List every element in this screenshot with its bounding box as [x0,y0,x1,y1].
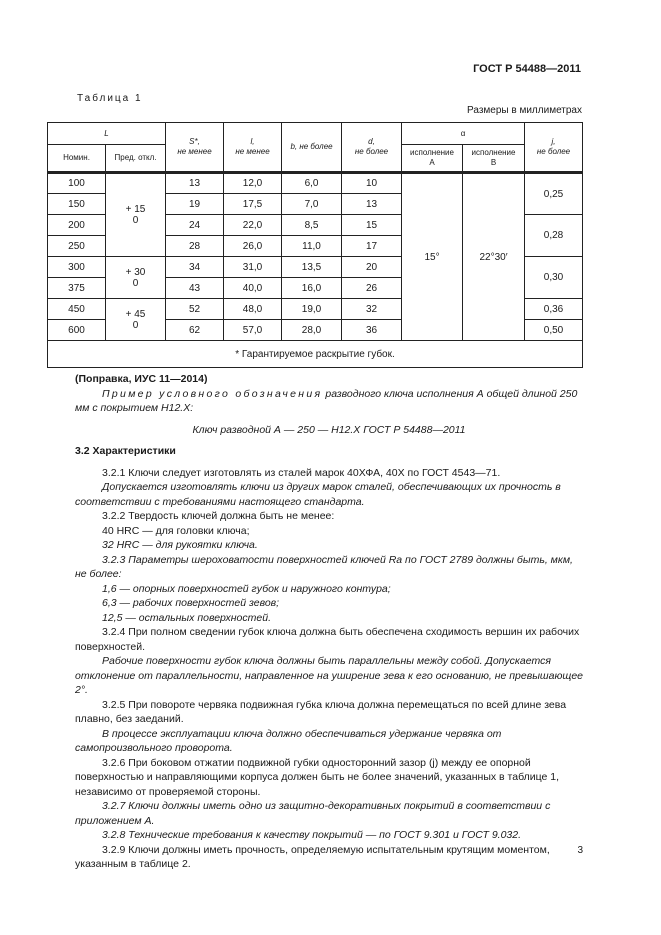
cell-b: 19,0 [282,299,342,320]
paragraph-3-2-1-b: Допускается изготовлять ключи из других марок сталей, обеспечивающих их прочность в соответствии с требованиями настоящего стандарта. [75,481,561,508]
paragraph-3-2-5-b: В процессе эксплуатации ключа должно обеспечиваться удержание червяка от самопроизвольного проворота. [75,727,502,754]
cell-j: 0,25 [525,173,583,215]
cell-L: 150 [48,194,106,215]
header-variant-a: исполнение А [402,145,463,173]
cell-l: 57,0 [224,320,282,341]
cell-l: 48,0 [224,299,282,320]
cell-S: 28 [166,236,224,257]
paragraph-3-2-8: 3.2.8 Технические требования к качеству покрытий — по ГОСТ 9.301 и ГОСТ 9.032. [102,829,522,841]
cell-d: 26 [342,278,402,299]
cell-d: 32 [342,299,402,320]
cell-alpha-a: 15° [402,173,463,341]
cell-d: 10 [342,173,402,194]
cell-S: 34 [166,257,224,278]
cell-l: 12,0 [224,173,282,194]
header-j: j, не более [525,123,583,173]
cell-S: 62 [166,320,224,341]
paragraph-3-2-7: 3.2.7 Ключи должны иметь одно из защитно-декоративных покрытий в соответствии с приложением А. [75,800,551,827]
header-S: S*, не менее [166,123,224,173]
cell-b: 13,5 [282,257,342,278]
cell-L: 450 [48,299,106,320]
cell-S: 13 [166,173,224,194]
amendment-note: (Поправка, ИУС 11—2014) [75,373,208,385]
header-variant-b: исполнение В [463,145,525,173]
cell-L: 250 [48,236,106,257]
dimensions-table [47,122,583,368]
list-item: 1,6 — опорных поверхностей губок и наружного контура; [102,582,391,595]
cell-pred-group: + 15 0 [106,173,166,257]
paragraph-3-2-4-b: Рабочие поверхности губок ключа должны быть параллельны между собой. Допускается отклонение от параллельности, направленное на уширение зева к его основанию, не превышающее 2°. [75,655,583,696]
list-item: 12,5 — остальных поверхностей. [102,611,271,624]
cell-d: 13 [342,194,402,215]
cell-alpha-b: 22°30′ [463,173,525,341]
cell-d: 36 [342,320,402,341]
cell-b: 28,0 [282,320,342,341]
cell-l: 26,0 [224,236,282,257]
cell-S: 24 [166,215,224,236]
paragraph-3-2-6: 3.2.6 При боковом отжатии подвижной губки односторонний зазор (j) между ее опорной поверхностью и направляющими корпуса должен быть не более значений, указанных в таблице 1, независимо от проверяемой стороны. [75,756,560,798]
standard-header: ГОСТ Р 54488—2011 [473,63,581,75]
cell-pred-group: + 45 0 [106,299,166,341]
cell-l: 40,0 [224,278,282,299]
list-item: 40 HRC — для головки ключа; [102,524,250,537]
header-pred: Пред. откл. [106,145,166,173]
cell-d: 20 [342,257,402,278]
cell-l: 31,0 [224,257,282,278]
units-note: Размеры в миллиметрах [467,105,582,116]
cell-b: 11,0 [282,236,342,257]
header-l: l, не менее [224,123,282,173]
paragraph-3-2-9: 3.2.9 Ключи должны иметь прочность, определяемую испытательным крутящим моментом, указанным в таблице 2. [75,843,550,870]
cell-b: 16,0 [282,278,342,299]
designation-formula: Ключ разводной А — 250 — Н12.X ГОСТ Р 54488—2011 [192,423,466,436]
header-nomin: Номин. [48,145,106,173]
cell-S: 43 [166,278,224,299]
header-L: L [48,123,166,145]
header-b: b, не более [282,123,342,173]
cell-d: 15 [342,215,402,236]
cell-j: 0,30 [525,257,583,299]
cell-S: 52 [166,299,224,320]
designation-example: Пример условного обозначения разводного ключа исполнения А общей длиной 250 мм с покрытием Н12.X: [75,387,578,414]
body-text [75,372,583,872]
table-row [48,173,583,194]
page-number: 3 [577,845,583,856]
cell-j: 0,50 [525,320,583,341]
list-item: 32 HRC — для рукоятки ключа. [102,539,258,551]
cell-L: 300 [48,257,106,278]
paragraph-3-2-1: 3.2.1 Ключи следует изготовлять из сталей марок 40ХФА, 40Х по ГОСТ 4543—71. [102,466,501,479]
cell-l: 17,5 [224,194,282,215]
cell-pred-group: + 30 0 [106,257,166,299]
section-heading: 3.2 Характеристики [75,445,176,457]
cell-L: 600 [48,320,106,341]
paragraph-3-2-5: 3.2.5 При повороте червяка подвижная губка ключа должна перемещаться по всей длине зева плавно, без заеданий. [75,698,567,725]
cell-l: 22,0 [224,215,282,236]
cell-b: 7,0 [282,194,342,215]
cell-b: 6,0 [282,173,342,194]
paragraph-3-2-4: 3.2.4 При полном сведении губок ключа должна быть обеспечена сходимость вершин их рабочих поверхностей. [75,626,580,653]
cell-j: 0,36 [525,299,583,320]
header-d: d, не более [342,123,402,173]
cell-S: 19 [166,194,224,215]
cell-d: 17 [342,236,402,257]
cell-b: 8,5 [282,215,342,236]
cell-L: 100 [48,173,106,194]
table-footnote: * Гарантируемое раскрытие губок. [48,341,583,368]
header-alpha: α [402,123,525,145]
cell-L: 200 [48,215,106,236]
paragraph-3-2-3: 3.2.3 Параметры шероховатости поверхностей ключей Ra по ГОСТ 2789 должны быть, мкм, не более: [75,553,573,580]
table-label: Таблица 1 [77,93,143,104]
paragraph-3-2-2: 3.2.2 Твердость ключей должна быть не менее: [102,510,335,522]
cell-j: 0,28 [525,215,583,257]
cell-L: 375 [48,278,106,299]
list-item: 6,3 — рабочих поверхностей зевов; [102,597,280,609]
